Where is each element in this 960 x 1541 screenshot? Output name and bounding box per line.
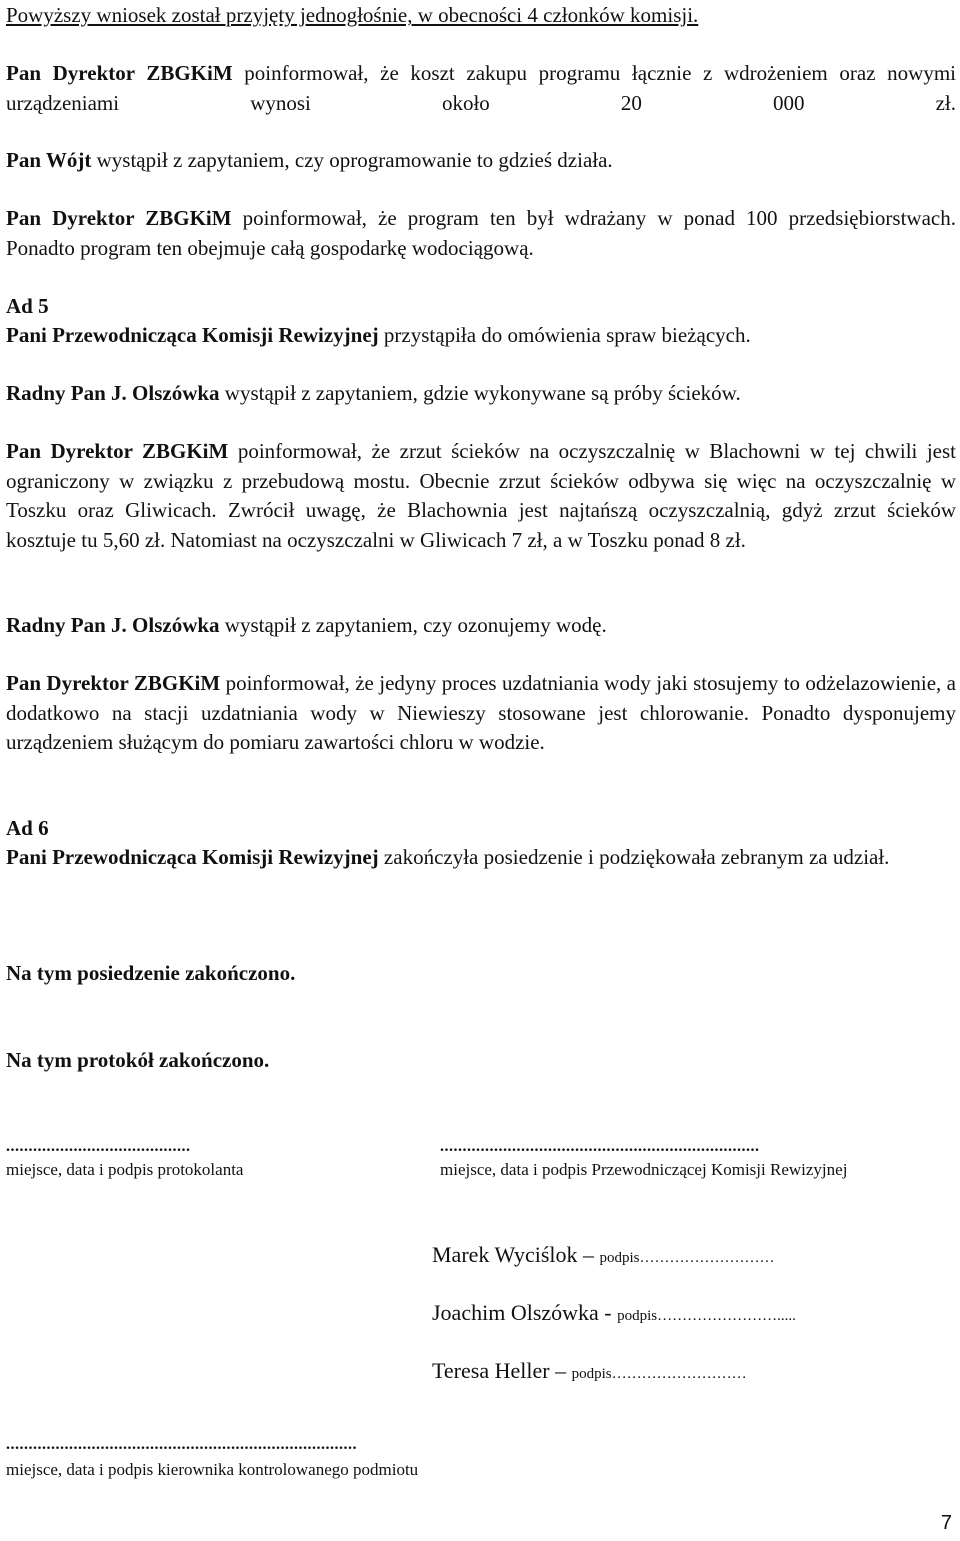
speaker-name: Pan Dyrektor ZBGKiM <box>6 439 229 463</box>
closing-statement-meeting <box>6 959 956 989</box>
paragraph-text: poinformował, że program ten był wdrażany w ponad 100 przedsiębiorstwach. Ponadto program ten obejmuje całą gospodarkę wodociągową. <box>6 206 956 260</box>
paragraph-director-cost <box>6 59 956 118</box>
closing-text: Na tym posiedzenie zakończono. <box>6 961 296 985</box>
closing-statement-protocol <box>6 1046 956 1076</box>
speaker-name: Pan Wójt <box>6 148 92 172</box>
paragraph-text: poinformował, że zrzut ścieków na oczyszczalnię w Blachowni w tej chwili jest ograniczony w związku z przebudową mostu. Obecnie zrzut ścieków odbywa się więc na oczyszczalnię w Toszku oraz Gliwicach. Zwrócił uwagę, że Blachownia jest najtańszą oczyszczalnią, gdyż zrzut ścieków kosztuje tu 5,60 zł. Natomiast na oczyszczalni w Gliwicach 7 zł, a w Toszku ponad 8 zł. <box>6 439 957 552</box>
paragraph-text: wystąpił z zapytaniem, czy ozonujemy wodę. <box>219 613 607 637</box>
member-sign-line: podpis……………………..... <box>617 1308 796 1324</box>
speaker-name: Pani Przewodnicząca Komisji Rewizyjnej <box>6 323 379 347</box>
speaker-name: Radny Pan J. Olszówka <box>6 613 220 637</box>
member-sign-line: podpis……………………… <box>599 1250 775 1266</box>
speaker-name: Pan Dyrektor ZBGKiM <box>6 671 221 695</box>
signature-line-protocol-writer: ......................................... <box>6 1138 191 1155</box>
member-name: Teresa Heller <box>432 1358 550 1383</box>
member-signature-1 <box>432 1241 775 1272</box>
closing-text: Na tym protokół zakończono. <box>6 1048 270 1072</box>
paragraph-vote-result <box>6 1 956 31</box>
signature-caption-unit-head: miejsce, data i podpis kierownika kontrolowanego podmiotu <box>6 1460 419 1479</box>
paragraph-chair-current-matters <box>6 321 956 351</box>
paragraph-councillor-ozone-question <box>6 611 956 641</box>
signature-caption-chairwoman: miejsce, data i podpis Przewodniczącej Komisji Rewizyjnej <box>440 1160 848 1179</box>
paragraph-councillor-sewage-question <box>6 379 956 409</box>
member-name: Joachim Olszówka <box>432 1300 599 1325</box>
member-name: Marek Wyciślok <box>432 1242 578 1267</box>
paragraph-director-sewage <box>6 437 956 555</box>
member-signature-2 <box>432 1299 796 1330</box>
speaker-name: Pani Przewodnicząca Komisji Rewizyjnej <box>6 845 379 869</box>
speaker-name: Radny Pan J. Olszówka <box>6 381 220 405</box>
paragraph-wojt-question <box>6 146 956 176</box>
page-number: 7 <box>940 1512 952 1534</box>
signature-line-chairwoman: ....................................................................... <box>440 1138 760 1155</box>
signature-caption-protocol-writer: miejsce, data i podpis protokolanta <box>6 1160 244 1179</box>
member-sign-line: podpis……………………… <box>571 1366 747 1382</box>
paragraph-director-water-treatment <box>6 669 956 758</box>
paragraph-text: przystąpiła do omówienia spraw bieżących. <box>378 323 751 347</box>
paragraph-chair-closing <box>6 843 956 873</box>
member-separator: – <box>549 1358 572 1383</box>
speaker-name: Pan Dyrektor ZBGKiM <box>6 61 233 85</box>
paragraph-director-program <box>6 204 956 263</box>
vote-result-text: Powyższy wniosek został przyjęty jednogłośnie, w obecności 4 członków komisji. <box>6 3 699 27</box>
paragraph-text: zakończyła posiedzenie i podziękowała zebranym za udział. <box>378 845 890 869</box>
member-signature-3 <box>432 1357 747 1388</box>
section-label: Ad 6 <box>6 816 49 840</box>
member-separator: - <box>598 1300 618 1325</box>
paragraph-text: wystąpił z zapytaniem, gdzie wykonywane są próby ścieków. <box>219 381 741 405</box>
paragraph-text: poinformował, że koszt zakupu programu łącznie z wdrożeniem oraz nowymi urządzeniami wynosi około 20 000 zł. <box>6 61 956 115</box>
paragraph-text: wystąpił z zapytaniem, czy oprogramowanie to gdzieś działa. <box>91 148 613 172</box>
section-label: Ad 5 <box>6 294 49 318</box>
section-heading-ad6 <box>6 814 956 844</box>
paragraph-text: poinformował, że jedyny proces uzdatniania wody jaki stosujemy to odżelazowienie, a dodatkowo na stacji uzdatniania wody w Niewieszy stosowane jest chlorowanie. Ponadto dysponujemy urządzeniem służącym do pomiaru zawartości chloru w wodzie. <box>6 671 956 754</box>
signature-line-unit-head: .............................................................................. <box>6 1436 357 1453</box>
member-separator: – <box>577 1242 600 1267</box>
speaker-name: Pan Dyrektor ZBGKiM <box>6 206 232 230</box>
section-heading-ad5 <box>6 292 956 322</box>
